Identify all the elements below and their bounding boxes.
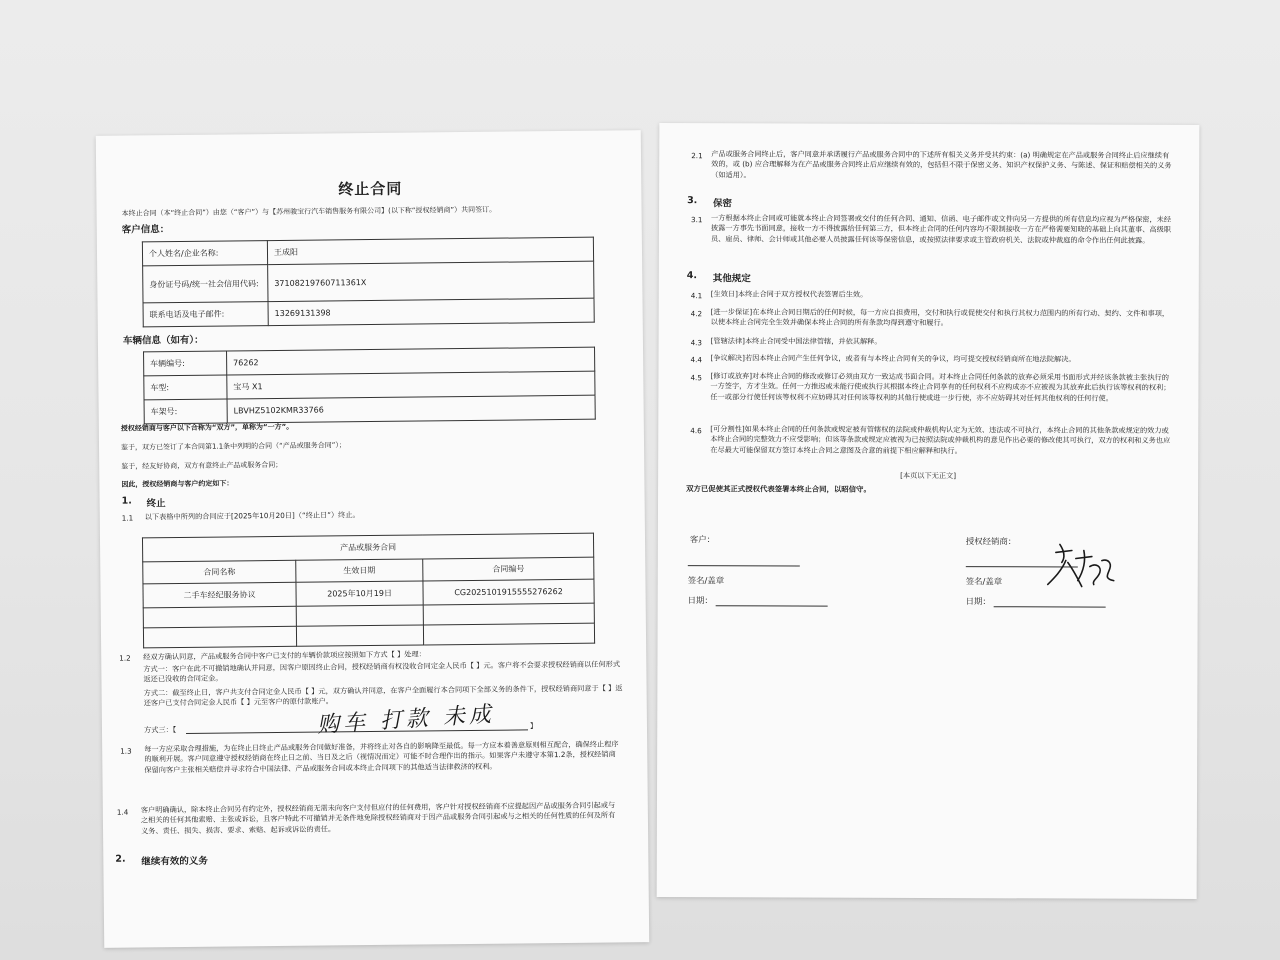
vehicle-info-table [143, 347, 596, 425]
section-1-title: 终止 [146, 498, 166, 510]
product-table-header: 生效日期 [296, 559, 423, 582]
customer-date-label: 日期： [687, 595, 713, 606]
customer-date-line[interactable] [716, 605, 828, 606]
section-2-title: 继续有效的义务 [141, 855, 208, 868]
empty-cell [423, 623, 594, 645]
clause-text: [管辖法律]本终止合同受中国法律管辖，并依其解释。 [710, 336, 882, 346]
therefore-line: 因此，授权经销商与客户约定如下： [121, 479, 234, 489]
vehicle-row-value: 宝马 X1 [227, 371, 595, 399]
clause-1-1-number: 1.1 [121, 513, 134, 523]
clause-number: 4.1 [690, 291, 703, 301]
empty-cell [143, 606, 296, 628]
vehicle-row-value: 76262 [227, 347, 595, 375]
section-4-title: 其他规定 [712, 273, 751, 285]
clause-text: [进一步保证]在本终止合同日期后的任何时候，每一方应自担费用，交付和执行或促使交付和执行其权力范围内的所有行动、契约、文件和事项，以使本终止合同完全生效并确保本终止合同的所有条款均得到遵守和履行。 [710, 307, 1170, 328]
customer-info-table [142, 237, 595, 328]
product-table-cell: 2025年10月19日 [296, 581, 423, 606]
customer-row-label: 身份证号码/统一社会信用代码: [143, 265, 268, 303]
product-table-cell: 二手车经纪服务协议 [143, 582, 296, 608]
product-table-cell: CG20251019155552762​62 [423, 579, 594, 605]
clause-1-4-number: 1.4 [116, 807, 129, 817]
empty-cell [143, 626, 296, 648]
product-table-title: 产品或服务合同 [142, 533, 593, 562]
customer-sign-label: 客户： [689, 534, 716, 545]
vehicle-row-value: LBVHZ5102KMR33766 [227, 395, 595, 423]
clause-1-3-number: 1.3 [120, 746, 132, 756]
page-end-note: [本页以下无正文] [900, 470, 957, 481]
vehicle-heading: 车辆信息（如有）： [122, 334, 204, 347]
dealer-handwritten-signature [1042, 540, 1122, 590]
empty-cell [296, 625, 423, 646]
customer-row-value: 37108219760711361X [268, 261, 594, 301]
section-3-title: 保密 [713, 198, 733, 210]
customer-heading: 客户信息： [121, 224, 170, 236]
clause-1-2-way-3-end: 】 [529, 721, 538, 731]
dealer-date-line[interactable] [994, 606, 1106, 607]
clause-2-1-number: 2.1 [691, 151, 703, 161]
vehicle-row-label: 车型: [144, 375, 227, 400]
customer-row-value: 王成阳 [267, 237, 593, 264]
clause-number: 4.5 [690, 373, 702, 383]
dealer-date-label: 日期： [965, 596, 991, 607]
witness-line: 双方已促使其正式授权代表签署本终止合同，以昭信守。 [686, 484, 871, 494]
section-2-number: 2. [115, 853, 126, 865]
clause-1-1-text: 以下表格中所列的合同应于[2025年10月20日]（“终止日”）终止。 [144, 510, 360, 522]
section-3-number: 3. [687, 195, 698, 207]
contract-page-1 [96, 130, 649, 948]
whereas-line-1: 鉴于，双方已签订了本合同第1.1条中列明的合同（“产品或服务合同”）； [120, 441, 346, 452]
product-table-header: 合同名称 [143, 560, 296, 584]
dealer-sign-stamp-label: 签名/盖章 [965, 576, 1003, 587]
clause-1-2-intro: 经双方确认同意，产品或服务合同中客户已支付的车辆价款项应按照如下方式【 】处理： [143, 649, 426, 662]
clause-text: [生效日]本终止合同于双方授权代表签署后生效。 [710, 289, 868, 299]
clause-3-1-number: 3.1 [690, 215, 703, 225]
dealer-sign-label: 授权经销商： [965, 536, 1017, 547]
intro-text: 本终止合同（本“终止合同”）由您（“客户”）与【苏州骏宝行汽车销售服务有限公司】(以下称“授权经销商”）共同签订。 [121, 205, 497, 218]
parties-line: 授权经销商与客户以下合称为“双方”，单称为“一方”。 [120, 422, 294, 433]
whereas-line-2: 鉴于，经友好协商，双方有意终止产品或服务合同； [121, 460, 283, 471]
clause-text: [争议解决]若因本终止合同产生任何争议，或者有与本终止合同有关的争议，均可提交授权经销商所在地法院解决。 [710, 353, 1076, 364]
clause-number: 4.4 [690, 355, 702, 365]
handwritten-note: 购车 打款 未成 [316, 702, 496, 739]
vehicle-row-label: 车辆编号: [144, 351, 227, 376]
clause-1-2-way-1: 方式一：客户在此不可撤销地确认并同意，因客户原因终止合同，授权经销商有权没收合同定金人民币【 】元。客户将不会要求授权经销商以任何形式返还已没收的合同定金。 [143, 659, 621, 684]
customer-row-label: 个人姓名/企业名称: [142, 241, 267, 266]
section-1-number: 1. [121, 495, 132, 507]
vehicle-row-label: 车架号: [144, 399, 227, 424]
clause-1-2-number: 1.2 [119, 653, 131, 663]
clause-1-2-way-3-label: 方式三：【 [143, 725, 177, 735]
clause-text: [可分割性]如果本终止合同的任何条款或规定被有管辖权的法院或仲裁机构认定为无效、违法或不可执行，本终止合同的其他条款或规定的效力或本终止合同的完整效力不应受影响；但该等条款或规定应被视为已按照法院或仲裁机构的意见作出必要的修改使其可执行，双方的权利和义务也应在尽最大可能保留双方签订本终止合同之意图及合意的前提下相应解释和执行。 [710, 424, 1171, 455]
customer-row-value: 13269131398 [268, 298, 594, 325]
clause-number: 4.3 [690, 338, 703, 348]
clause-text: [修订或放弃]对本终止合同的修改或修订必须由双方一致达成书面合同。对本终止合同任何条款的放弃必须采用书面形式并经该条款被主张执行的一方签字，方才生效。任何一方推迟或未能行使或执行其根据本终止合同享有的任何权利不应构成亦不应被视为其放弃此后执行该等权利的权利；任一或部分行使任何该等权利不应妨碍其对任何该等权利的其他行使或进一步行使，亦不应妨碍其对任何其他权利的任何行使。 [710, 371, 1171, 403]
clause-1-4-text: 客户明确确认，除本终止合同另有约定外，授权经销商无需未向客户支付但应付的任何费用，客户针对授权经销商不应提起因产品或服务合同引起或与之相关的任何其他索赔、主张或诉讼，且客户特此不可撤销并无条件地免除授权经销商对于因产品或服务合同引起或与之相关的任何性质的任何及所有义务、责任、损失、损害、要求、索赔、起诉或诉讼的责任。 [140, 800, 616, 836]
section-4-number: 4. [686, 270, 698, 282]
clause-number: 4.6 [690, 426, 702, 436]
customer-sign-stamp-label: 签名/盖章 [687, 575, 725, 586]
customer-row-label: 联系电话及电子邮件: [143, 302, 268, 327]
clause-3-1-text: 一方根据本终止合同或可能就本终止合同签署或交付的任何合同、通知、信函、电子邮件或文件向另一方提供的所有信息均应视为严格保密，未经披露一方事先书面同意，接收一方不得披露给任何第三方，但本终止合同的任何内容均不限制接收一方在严格需要知晓的基础上向其董事、高级职员、雇员、律师、会计师或其他必要人员披露任何该等保密信息，或按照法律要求或主管政府机关、法院或仲裁庭的命令作出任何此披露。 [710, 213, 1172, 245]
product-contract-table [142, 533, 595, 649]
empty-cell [423, 603, 594, 625]
page-title: 终止合同 [338, 179, 403, 199]
customer-signature-line[interactable] [688, 565, 800, 566]
clause-1-2-way-2: 方式二：截至终止日，客户共支付合同定金人民币【 】元，双方确认并同意，在客户全面履行本合同项下全部义务的条件下，授权经销商同意于【 】返还客户已支付合同定金人民币【 】元至客户的原付款账户。 [143, 683, 623, 708]
empty-cell [296, 605, 423, 626]
product-table-header: 合同编号 [423, 557, 594, 581]
clause-2-1-text: 产品或服务合同终止后，客户同意并承诺履行产品或服务合同中的下述所有相关义务并受其约束：(a) 明确规定在产品或服务合同终止后应继续有效的，或 (b) 应合理解释为在产品或服务合同终止后应继续有效的，包括但不限于保密义务、知识产权保护义务、与陈述、保证和赔偿相关的义务（如适用）。 [711, 149, 1172, 180]
contract-page-2 [657, 123, 1200, 899]
clause-number: 4.2 [690, 309, 703, 319]
clause-1-3-text: 每一方应采取合理措施，为在终止日终止产品或服务合同做好准备，并将终止对各自的影响降至最低。每一方应本着善意原则相互配合，确保终止程序的顺利开展。客户同意遵守授权经销商在终止日之前、当日及之后（视情况而定）可能不时合理作出的指示。如果客户未遵守本第1.2条，授权经销商保留向客户主张相关赔偿并寻求符合中国法律、产品或服务合同或本终止合同项下的其他适当法律救济的权利。 [144, 739, 619, 775]
